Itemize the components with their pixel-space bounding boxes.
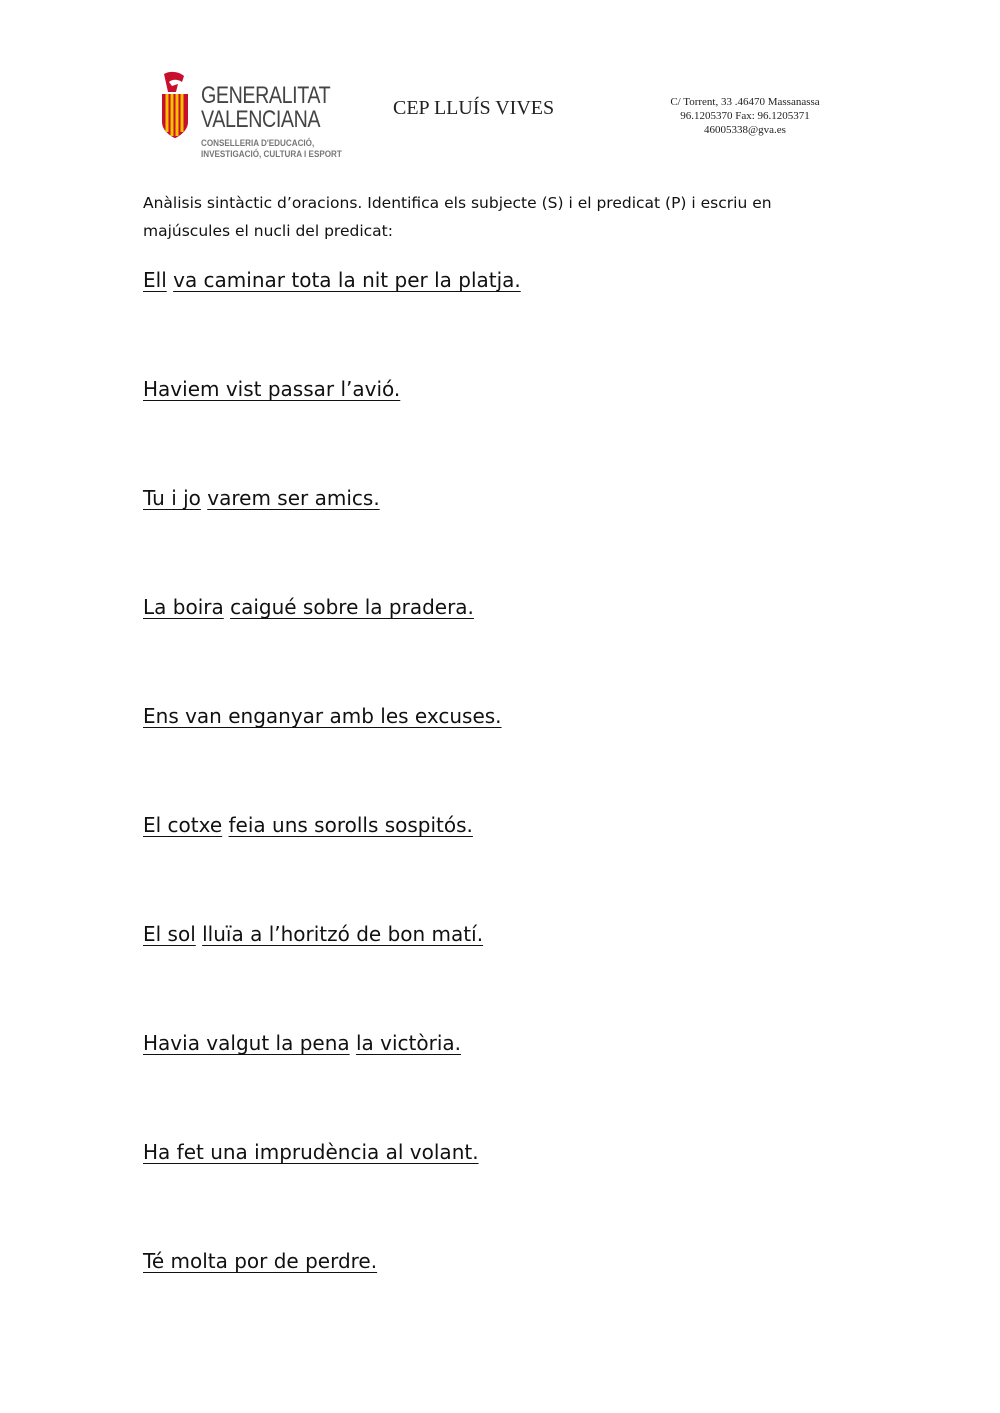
logo-text-investigacio: INVESTIGACIÓ, CULTURA I ESPORT [201,149,342,159]
exercise-instruction: Anàlisis sintàctic d’oracions. Identifica els subjecte (S) i el predicat (P) i escriu en majúscules el nucli del predicat: [143,194,772,240]
sentence-predicate: va caminar tota la nit per la platja. [173,268,521,292]
sentence-subject: El cotxe [143,813,223,837]
address-street: C/ Torrent, 33 .46470 Massanassa [670,96,820,108]
logo-text-generalitat: GENERALITAT [201,82,331,109]
sentence-4 [143,595,474,619]
sentence-text: Ens van enganyar amb les excuses. [143,704,502,728]
sentence-subject: Tu i jo [143,486,201,510]
generalitat-emblem-icon [158,70,198,140]
sentence-subject: La boira [143,595,224,619]
sentence-predicate: varem ser amics. [207,486,380,510]
sentence-2 [143,377,400,401]
logo-text-valenciana: VALENCIANA [201,106,321,133]
address-phones: 96.1205370 Fax: 96.1205371 [680,110,810,122]
sentence-predicate: Havia valgut la pena [143,1031,350,1055]
school-name: CEP LLUÍS VIVES [393,97,555,119]
logo-text-conselleria: CONSELLERIA D'EDUCACIÓ, [201,138,315,148]
sentence-predicate: lluïa a l’horitzó de bon matí. [202,922,484,946]
sentence-9 [143,1140,479,1164]
sentence-subject: la victòria. [355,1031,462,1055]
sentence-predicate: caigué sobre la pradera. [230,595,474,619]
sentence-text: Té molta por de perdre. [143,1249,378,1273]
sentence-7 [143,922,483,946]
generalitat-logo [158,70,358,162]
sentence-8 [143,1031,461,1055]
sentence-5 [143,704,502,728]
sentence-3 [143,486,380,510]
sentence-subject: Ell [143,268,167,292]
sentence-10 [143,1249,377,1273]
sentence-predicate: feia uns sorolls sospitós. [228,813,473,837]
sentence-6 [143,813,473,837]
sentence-text: Haviem vist passar l’avió. [143,377,401,401]
school-address [650,95,840,137]
sentence-text: Ha fet una imprudència al volant. [143,1140,479,1164]
sentence-subject: El sol [143,922,196,946]
sentence-1 [143,268,521,292]
address-email: 46005338@gva.es [704,124,786,136]
